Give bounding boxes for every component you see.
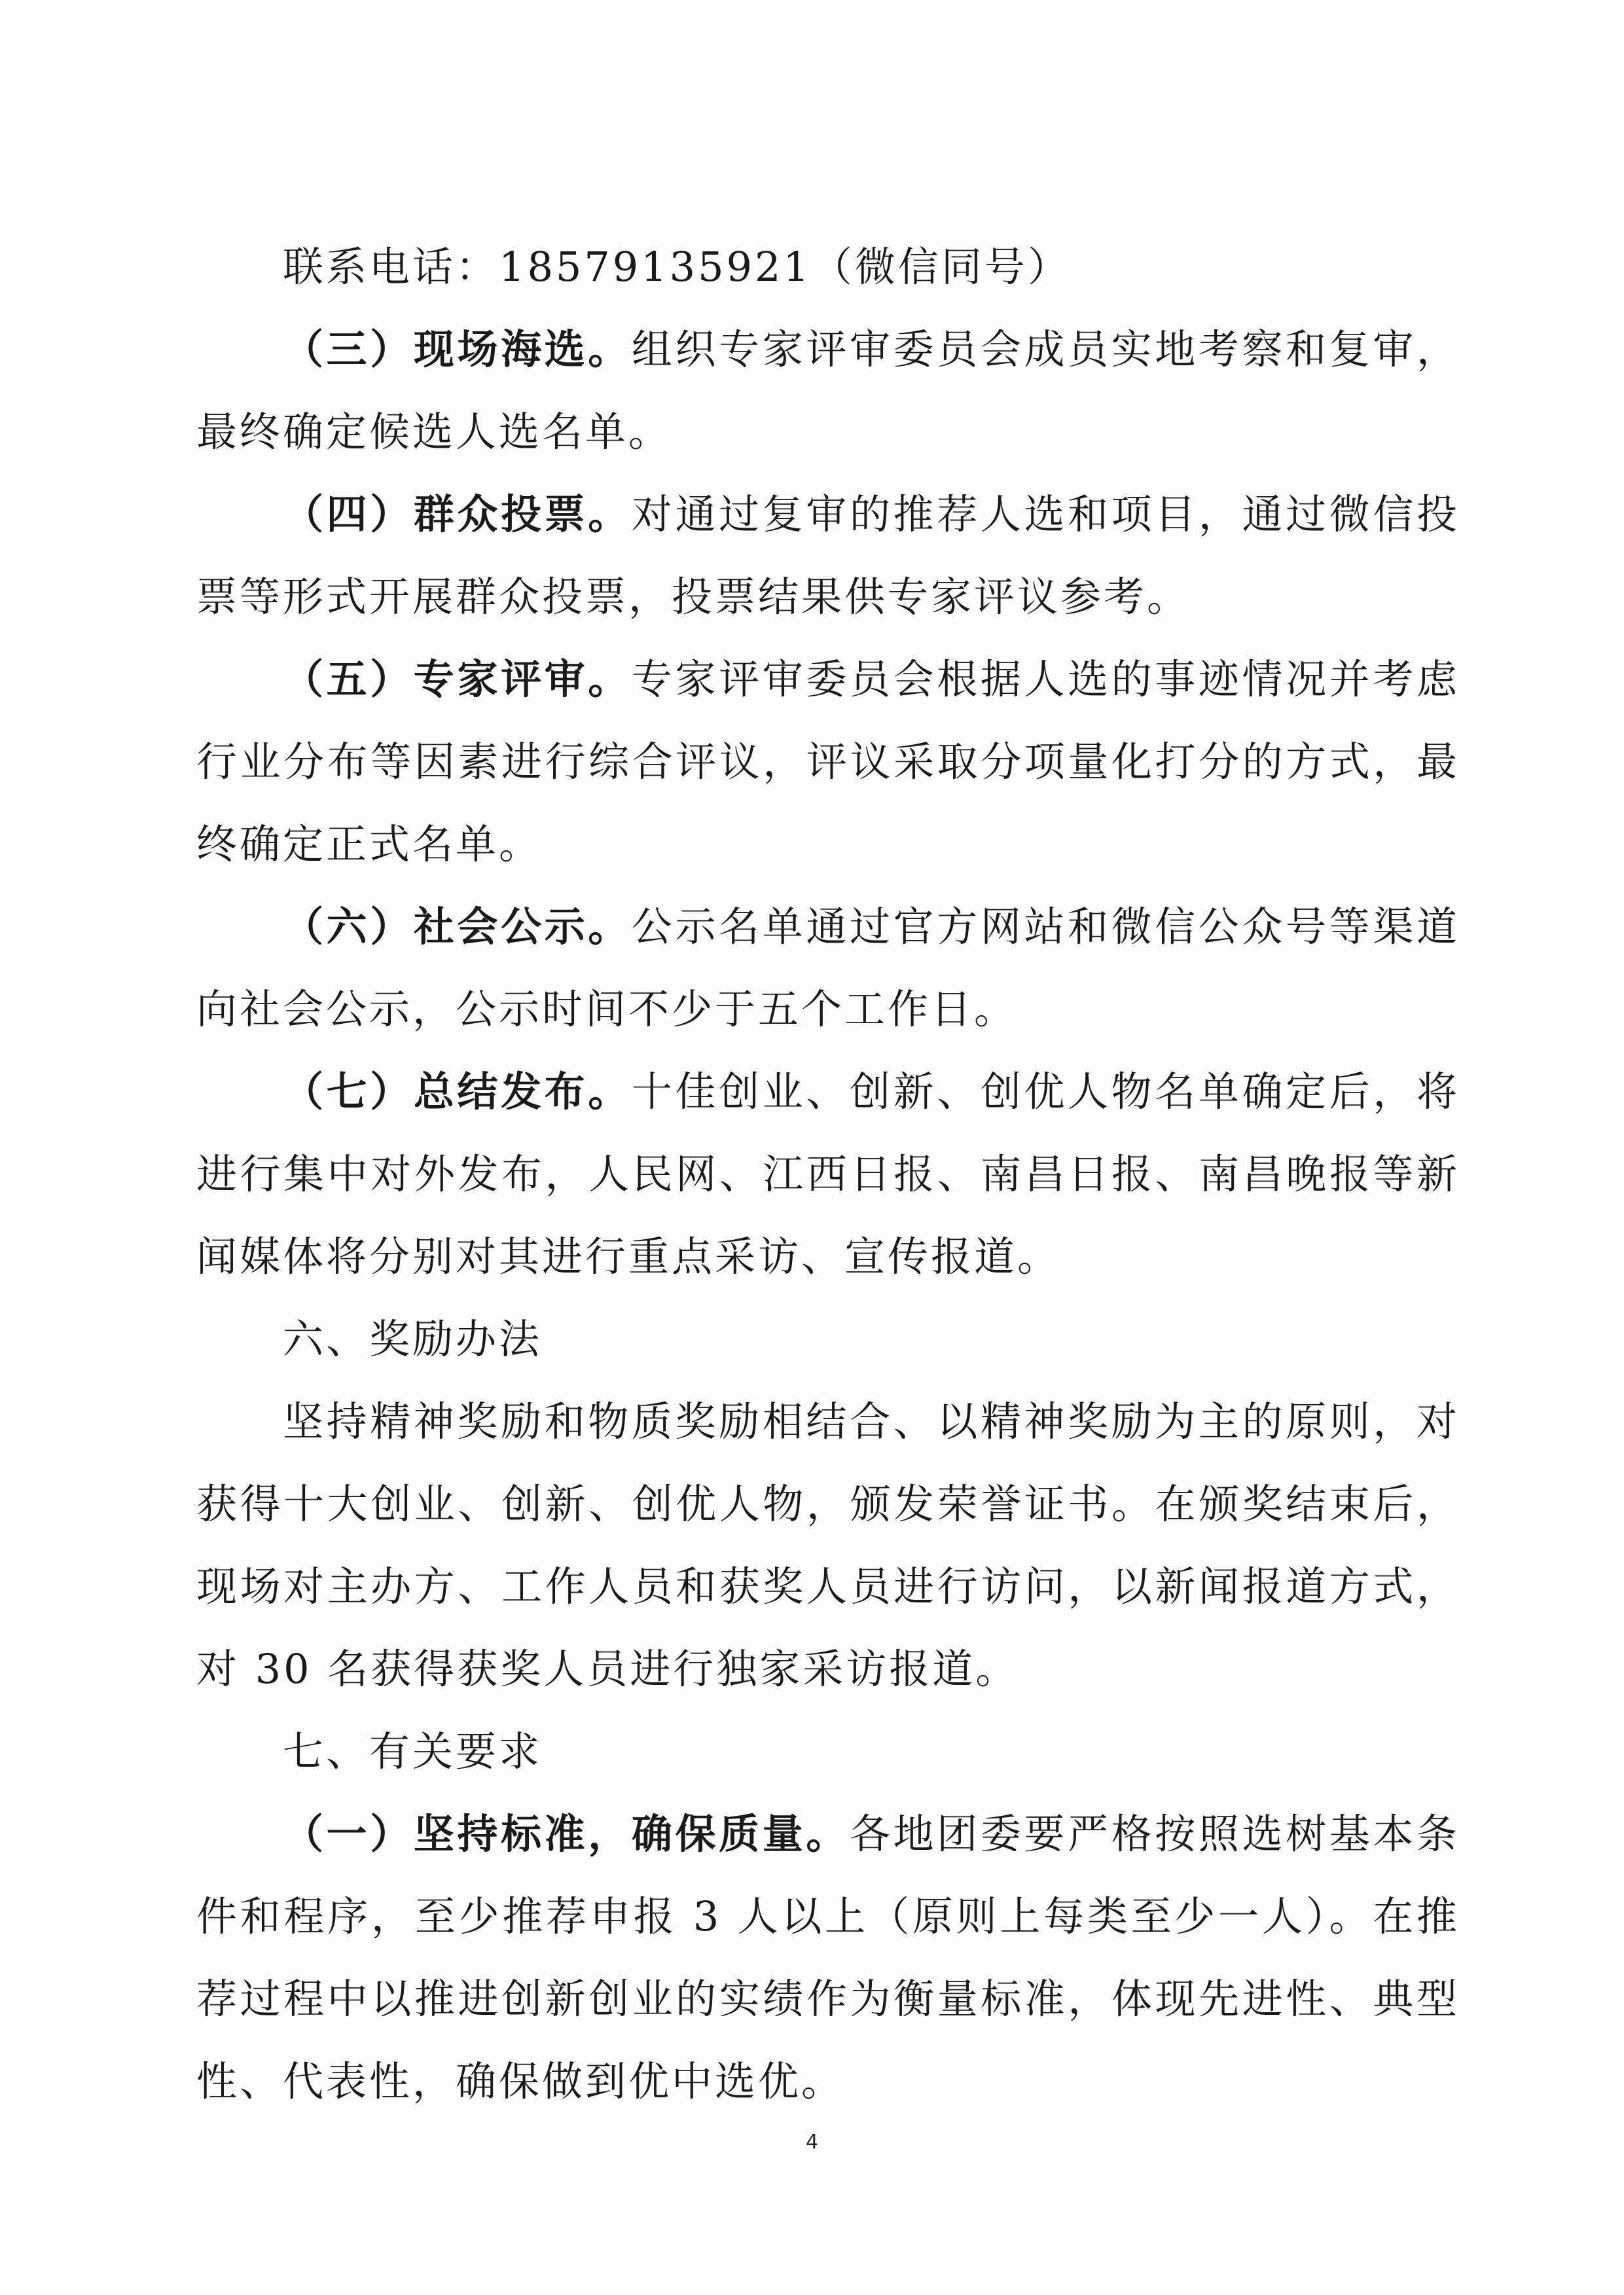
step-four <box>196 473 1460 638</box>
step-five-lead: （五）专家评审。 <box>283 655 632 703</box>
section-six-text: 坚持精神奖励和物质奖励相结合、以精神奖励为主的原则，对获得十大创业、创新、创优人物，颁发荣誉证书。在颁奖结束后，现场对主办方、工作人员和获奖人员进行访问，以新闻报道方式，对 30 名获得获奖人员进行独家采访报道。 <box>196 1398 1460 1693</box>
requirement-one <box>196 1793 1460 2123</box>
step-four-lead: （四）群众投票。 <box>283 490 632 538</box>
step-three-lead: （三）现场海选。 <box>283 325 632 373</box>
step-five-text: 专家评审委员会根据人选的事迹情况并考虑行业分布等因素进行综合评议，评议采取分项量化打分的方式，最终确定正式名单。 <box>196 655 1460 868</box>
step-seven-text: 十佳创业、创新、创优人物名单确定后，将进行集中对外发布，人民网、江西日报、南昌日报、南昌晚报等新闻媒体将分别对其进行重点采访、宣传报道。 <box>196 1068 1460 1280</box>
step-three-text: 组织专家评审委员会成员实地考察和复审，最终确定候选人选名单。 <box>196 325 1460 456</box>
step-four-text: 对通过复审的推荐人选和项目，通过微信投票等形式开展群众投票，投票结果供专家评议参考。 <box>196 490 1460 621</box>
step-six <box>196 886 1460 1051</box>
step-three <box>196 308 1460 473</box>
step-seven <box>196 1051 1460 1298</box>
document-body <box>196 226 1460 2123</box>
step-five <box>196 638 1460 886</box>
page-number: 4 <box>805 2131 819 2154</box>
section-six-heading: 六、奖励办法 <box>283 1315 543 1363</box>
step-seven-lead: （七）总结发布。 <box>283 1068 632 1115</box>
step-six-lead: （六）社会公示。 <box>283 903 632 950</box>
step-six-text: 公示名单通过官方网站和微信公众号等渠道向社会公示，公示时间不少于五个工作日。 <box>196 903 1460 1033</box>
contact-line: 联系电话：18579135921（微信同号） <box>283 243 1071 291</box>
section-seven-heading: 七、有关要求 <box>283 1727 543 1775</box>
requirement-one-lead: （一）坚持标准，确保质量。 <box>283 1810 850 1858</box>
requirement-one-text: 各地团委要严格按照选树基本条件和程序，至少推荐申报 3 人以上（原则上每类至少一人）。在推荐过程中以推进创新创业的实绩作为衡量标准，体现先进性、典型性、代表性，确保做到优中选优。 <box>196 1810 1460 2105</box>
